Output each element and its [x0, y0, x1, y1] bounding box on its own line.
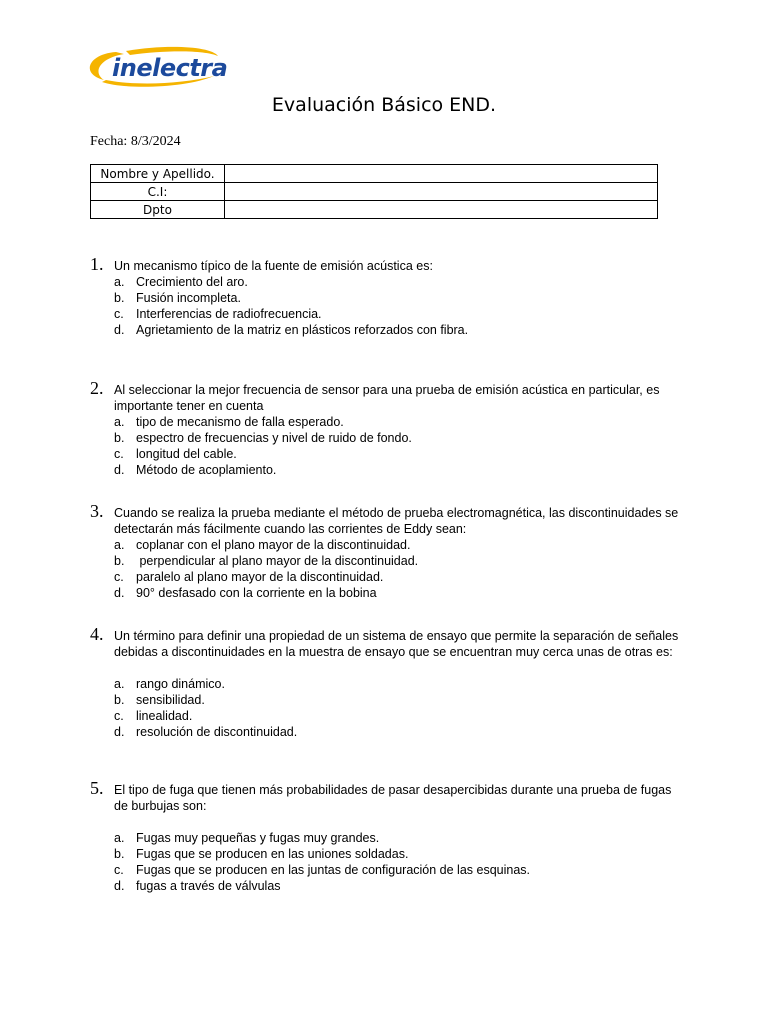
option-letter: a. [114, 538, 125, 552]
table-row [91, 201, 658, 219]
option-letter: c. [114, 307, 124, 321]
option-text: sensibilidad. [136, 693, 205, 707]
options-list [114, 537, 680, 601]
option-c[interactable] [114, 708, 680, 724]
option-letter: c. [114, 570, 124, 584]
option-text: Método de acoplamiento. [136, 463, 277, 477]
option-letter: a. [114, 677, 125, 691]
option-text: Fugas muy pequeñas y fugas muy grandes. [136, 831, 380, 845]
option-text: perpendicular al plano mayor de la discontinuidad. [136, 554, 419, 568]
option-a[interactable] [114, 830, 680, 846]
ci-label: C.I: [91, 183, 225, 201]
option-text: Agrietamiento de la matriz en plásticos reforzados con fibra. [136, 323, 469, 337]
question-5 [90, 778, 680, 894]
option-c[interactable] [114, 569, 680, 585]
options-list [114, 414, 680, 478]
page-title: Evaluación Básico END. [271, 94, 497, 116]
option-a[interactable] [114, 274, 680, 290]
option-letter: c. [114, 863, 124, 877]
option-d[interactable] [114, 724, 680, 740]
question-number: 1. [90, 254, 104, 274]
option-letter: b. [114, 431, 125, 445]
name-field[interactable] [225, 165, 658, 183]
option-text: rango dinámico. [136, 677, 225, 691]
option-d[interactable] [114, 462, 680, 478]
option-letter: d. [114, 586, 125, 600]
table-row [91, 183, 658, 201]
option-text: paralelo al plano mayor de la discontinuidad. [136, 570, 384, 584]
option-letter: d. [114, 879, 125, 893]
options-list [114, 274, 680, 338]
student-info-table [90, 164, 658, 219]
name-label: Nombre y Apellido. [91, 165, 225, 183]
option-b[interactable] [114, 553, 680, 569]
option-c[interactable] [114, 446, 680, 462]
option-letter: a. [114, 415, 125, 429]
question-text: Un mecanismo típico de la fuente de emisión acústica es: [114, 259, 433, 273]
option-text: longitud del cable. [136, 447, 237, 461]
option-letter: b. [114, 554, 125, 568]
option-letter: b. [114, 847, 125, 861]
option-letter: d. [114, 323, 125, 337]
option-c[interactable] [114, 862, 680, 878]
company-logo [86, 42, 228, 94]
question-3 [90, 501, 680, 601]
question-2 [90, 378, 680, 478]
option-b[interactable] [114, 430, 680, 446]
option-text: Fugas que se producen en las juntas de configuración de las esquinas. [136, 863, 531, 877]
option-letter: d. [114, 463, 125, 477]
option-text: linealidad. [136, 709, 193, 723]
option-text: tipo de mecanismo de falla esperado. [136, 415, 344, 429]
question-number: 5. [90, 778, 104, 798]
option-text: espectro de frecuencias y nivel de ruido de fondo. [136, 431, 412, 445]
option-letter: c. [114, 709, 124, 723]
date-label: Fecha: [90, 134, 128, 149]
dpto-field[interactable] [225, 201, 658, 219]
option-letter: a. [114, 831, 125, 845]
option-text: Crecimiento del aro. [136, 275, 248, 289]
logo-wordmark: inelectra [112, 54, 228, 82]
option-d[interactable] [114, 322, 680, 338]
option-a[interactable] [114, 414, 680, 430]
question-number: 3. [90, 501, 104, 521]
option-text: Fugas que se producen en las uniones soldadas. [136, 847, 409, 861]
question-number: 2. [90, 378, 104, 398]
option-letter: b. [114, 693, 125, 707]
option-d[interactable] [114, 878, 680, 894]
option-letter: b. [114, 291, 125, 305]
date-line [90, 134, 181, 150]
ci-field[interactable] [225, 183, 658, 201]
option-a[interactable] [114, 537, 680, 553]
option-b[interactable] [114, 692, 680, 708]
option-text: 90° desfasado con la corriente en la bobina [136, 586, 377, 600]
dpto-label: Dpto [91, 201, 225, 219]
option-text: fugas a través de válvulas [136, 879, 281, 893]
option-c[interactable] [114, 306, 680, 322]
question-text: Al seleccionar la mejor frecuencia de sensor para una prueba de emisión acústica en particular, es importante tener en cuenta [114, 383, 660, 413]
table-row [91, 165, 658, 183]
option-text: Interferencias de radiofrecuencia. [136, 307, 322, 321]
question-text: El tipo de fuga que tienen más probabilidades de pasar desapercibidas durante una prueba de fugas de burbujas son: [114, 783, 672, 813]
question-text: Un término para definir una propiedad de un sistema de ensayo que permite la separación de señales debidas a discontinuidades en la muestra de ensayo que se encuentran muy cerca unas de otras es: [114, 629, 679, 659]
option-d[interactable] [114, 585, 680, 601]
option-text: resolución de discontinuidad. [136, 725, 298, 739]
options-list [114, 676, 680, 740]
option-text: Fusión incompleta. [136, 291, 241, 305]
question-text: Cuando se realiza la prueba mediante el método de prueba electromagnética, las discontinuidades se detectarán más fácilmente cuando las corrientes de Eddy sean: [114, 506, 679, 536]
option-letter: c. [114, 447, 124, 461]
option-b[interactable] [114, 290, 680, 306]
option-letter: d. [114, 725, 125, 739]
option-text: coplanar con el plano mayor de la discontinuidad. [136, 538, 411, 552]
question-number: 4. [90, 624, 104, 644]
question-4 [90, 624, 680, 740]
option-b[interactable] [114, 846, 680, 862]
option-letter: a. [114, 275, 125, 289]
date-value: 8/3/2024 [130, 134, 181, 149]
question-1 [90, 254, 680, 338]
option-a[interactable] [114, 676, 680, 692]
options-list [114, 830, 680, 894]
